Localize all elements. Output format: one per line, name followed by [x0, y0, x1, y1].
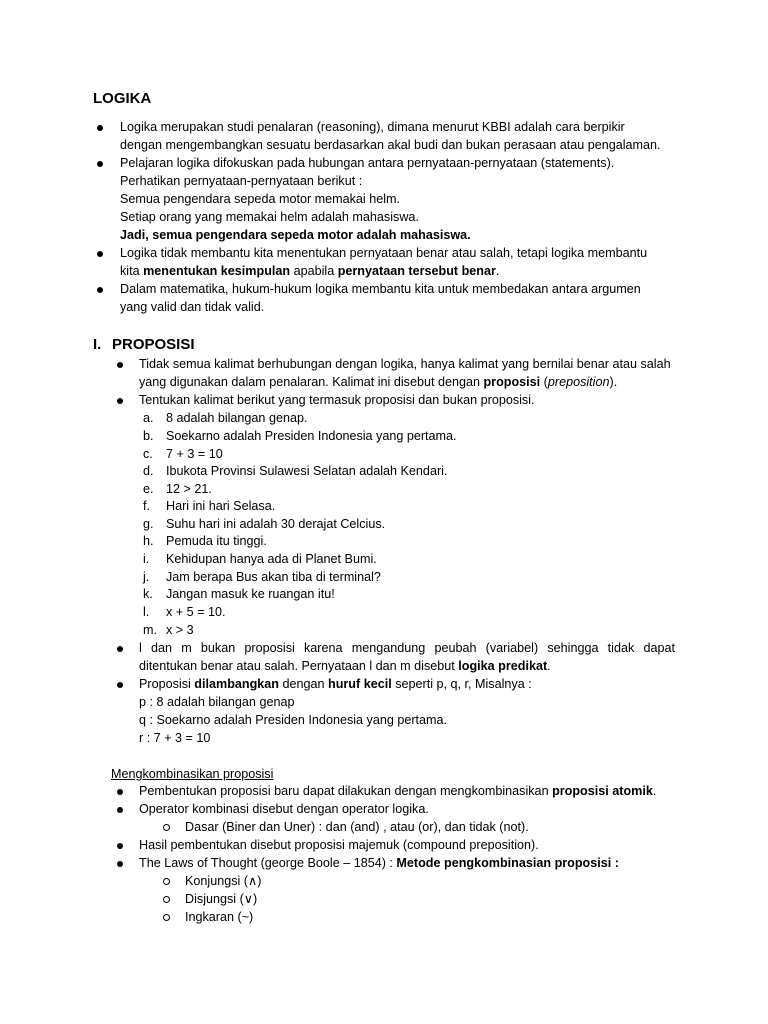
proposisi-bullet-1-line-2: yang digunakan dalam penalaran. Kalimat ini disebut dengan proposisi (preposition).	[139, 375, 618, 389]
kombinasi-bullet-3: Hasil pembentukan disebut proposisi majemuk (compound preposition).	[139, 838, 539, 852]
list-item-label: f.	[143, 499, 150, 513]
logika-bullet-2-line-1: Pelajaran logika difokuskan pada hubungan antara pernyataan-pernyataan (statements).	[120, 156, 615, 170]
proposisi-example-r: r : 7 + 3 = 10	[139, 731, 211, 745]
bullet-icon	[117, 398, 123, 404]
list-item-label: m.	[143, 623, 157, 637]
circle-bullet-icon	[163, 896, 170, 903]
bullet-icon	[97, 251, 103, 257]
section-title-proposisi: PROPOSISI	[112, 336, 195, 353]
list-item-label: h.	[143, 534, 154, 548]
list-item-label: d.	[143, 464, 154, 478]
list-item-label: i.	[143, 552, 150, 566]
logika-bullet-3-line-1: Logika tidak membantu kita menentukan pernyataan benar atau salah, tetapi logika membantu	[120, 246, 648, 260]
section-number-proposisi: I.	[93, 336, 102, 353]
kombinasi-bullet-4: The Laws of Thought (george Boole – 1854) : Metode pengkombinasian proposisi :	[139, 856, 619, 870]
logika-bullet-2-line-2: Perhatikan pernyataan-pernyataan berikut :	[120, 174, 363, 188]
logika-premise-2: Setiap orang yang memakai helm adalah mahasiswa.	[120, 210, 419, 224]
bullet-icon	[117, 861, 123, 867]
bullet-icon	[117, 362, 123, 368]
logika-premise-1: Semua pengendara sepeda motor memakai helm.	[120, 192, 401, 206]
list-item: Hari ini hari Selasa.	[166, 499, 276, 513]
proposisi-example-p: p : 8 adalah bilangan genap	[139, 695, 295, 709]
list-item-label: a.	[143, 411, 154, 425]
list-item: Suhu hari ini adalah 30 derajat Celcius.	[166, 517, 386, 531]
bullet-icon	[117, 807, 123, 813]
list-item: Ibukota Provinsi Sulawesi Selatan adalah Kendari.	[166, 464, 448, 478]
bullet-icon	[117, 682, 123, 688]
bullet-icon	[97, 287, 103, 293]
proposisi-bullet-3-line-1: l dan m bukan proposisi karena mengandung peubah (variabel) sehingga tidak dapat	[139, 641, 675, 655]
kombinasi-bullet-1: Pembentukan proposisi baru dapat dilakukan dengan mengkombinasikan proposisi atomik.	[139, 784, 657, 798]
kombinasi-sub-bullet: Dasar (Biner dan Uner) : dan (and) , atau (or), dan tidak (not).	[185, 820, 529, 834]
list-item: 8 adalah bilangan genap.	[166, 411, 308, 425]
list-item: x + 5 = 10.	[166, 605, 226, 619]
logika-bullet-4-line-1: Dalam matematika, hukum-hukum logika membantu kita untuk membedakan antara argumen	[120, 282, 641, 296]
section-title-logika: LOGIKA	[93, 90, 152, 107]
list-item-label: c.	[143, 447, 153, 461]
list-item: Jam berapa Bus akan tiba di terminal?	[166, 570, 381, 584]
kombinasi-bullet-2: Operator kombinasi disebut dengan operator logika.	[139, 802, 429, 816]
logika-bullet-3-line-2: kita menentukan kesimpulan apabila pernyataan tersebut benar.	[120, 264, 500, 278]
list-item: Pemuda itu tinggi.	[166, 534, 267, 548]
list-item-label: g.	[143, 517, 154, 531]
list-item-label: k.	[143, 587, 153, 601]
logika-bullet-4-line-2: yang valid dan tidak valid.	[120, 300, 265, 314]
proposisi-example-q: q : Soekarno adalah Presiden Indonesia yang pertama.	[139, 713, 448, 727]
list-item: Kehidupan hanya ada di Planet Bumi.	[166, 552, 377, 566]
list-item-label: l.	[143, 605, 150, 619]
operator-item: Ingkaran (~)	[185, 910, 254, 924]
bullet-icon	[117, 789, 123, 795]
logika-bullet-1-line-2: dengan mengembangkan sesuatu berdasarkan akal budi dan bukan perasaan atau pengalaman.	[120, 138, 661, 152]
bullet-icon	[117, 646, 123, 652]
operator-item: Disjungsi (∨)	[185, 892, 258, 906]
list-item-label: b.	[143, 429, 154, 443]
subsection-heading-kombinasi: Mengkombinasikan proposisi	[111, 767, 274, 781]
list-item: Jangan masuk ke ruangan itu!	[166, 587, 335, 601]
proposisi-bullet-2: Tentukan kalimat berikut yang termasuk proposisi dan bukan proposisi.	[139, 393, 535, 407]
bullet-icon	[97, 161, 103, 167]
bullet-icon	[97, 125, 103, 131]
circle-bullet-icon	[163, 878, 170, 885]
list-item: 7 + 3 = 10	[166, 447, 223, 461]
list-item: x > 3	[166, 623, 194, 637]
logika-bullet-1-line-1: Logika merupakan studi penalaran (reasoning), dimana menurut KBBI adalah cara berpikir	[120, 120, 625, 134]
list-item-label: j.	[143, 570, 150, 584]
list-item-label: e.	[143, 482, 154, 496]
proposisi-bullet-3-line-2: ditentukan benar atau salah. Pernyataan l dan m disebut logika predikat.	[139, 659, 551, 673]
operator-item: Konjungsi (∧)	[185, 874, 262, 888]
circle-bullet-icon	[163, 914, 170, 921]
proposisi-bullet-4-line-1: Proposisi dilambangkan dengan huruf kecil seperti p, q, r, Misalnya :	[139, 677, 532, 691]
list-item: 12 > 21.	[166, 482, 212, 496]
bullet-icon	[117, 843, 123, 849]
logika-conclusion: Jadi, semua pengendara sepeda motor adalah mahasiswa.	[120, 228, 471, 242]
list-item: Soekarno adalah Presiden Indonesia yang pertama.	[166, 429, 457, 443]
proposisi-bullet-1-line-1: Tidak semua kalimat berhubungan dengan logika, hanya kalimat yang bernilai benar atau salah	[139, 357, 671, 371]
circle-bullet-icon	[163, 824, 170, 831]
